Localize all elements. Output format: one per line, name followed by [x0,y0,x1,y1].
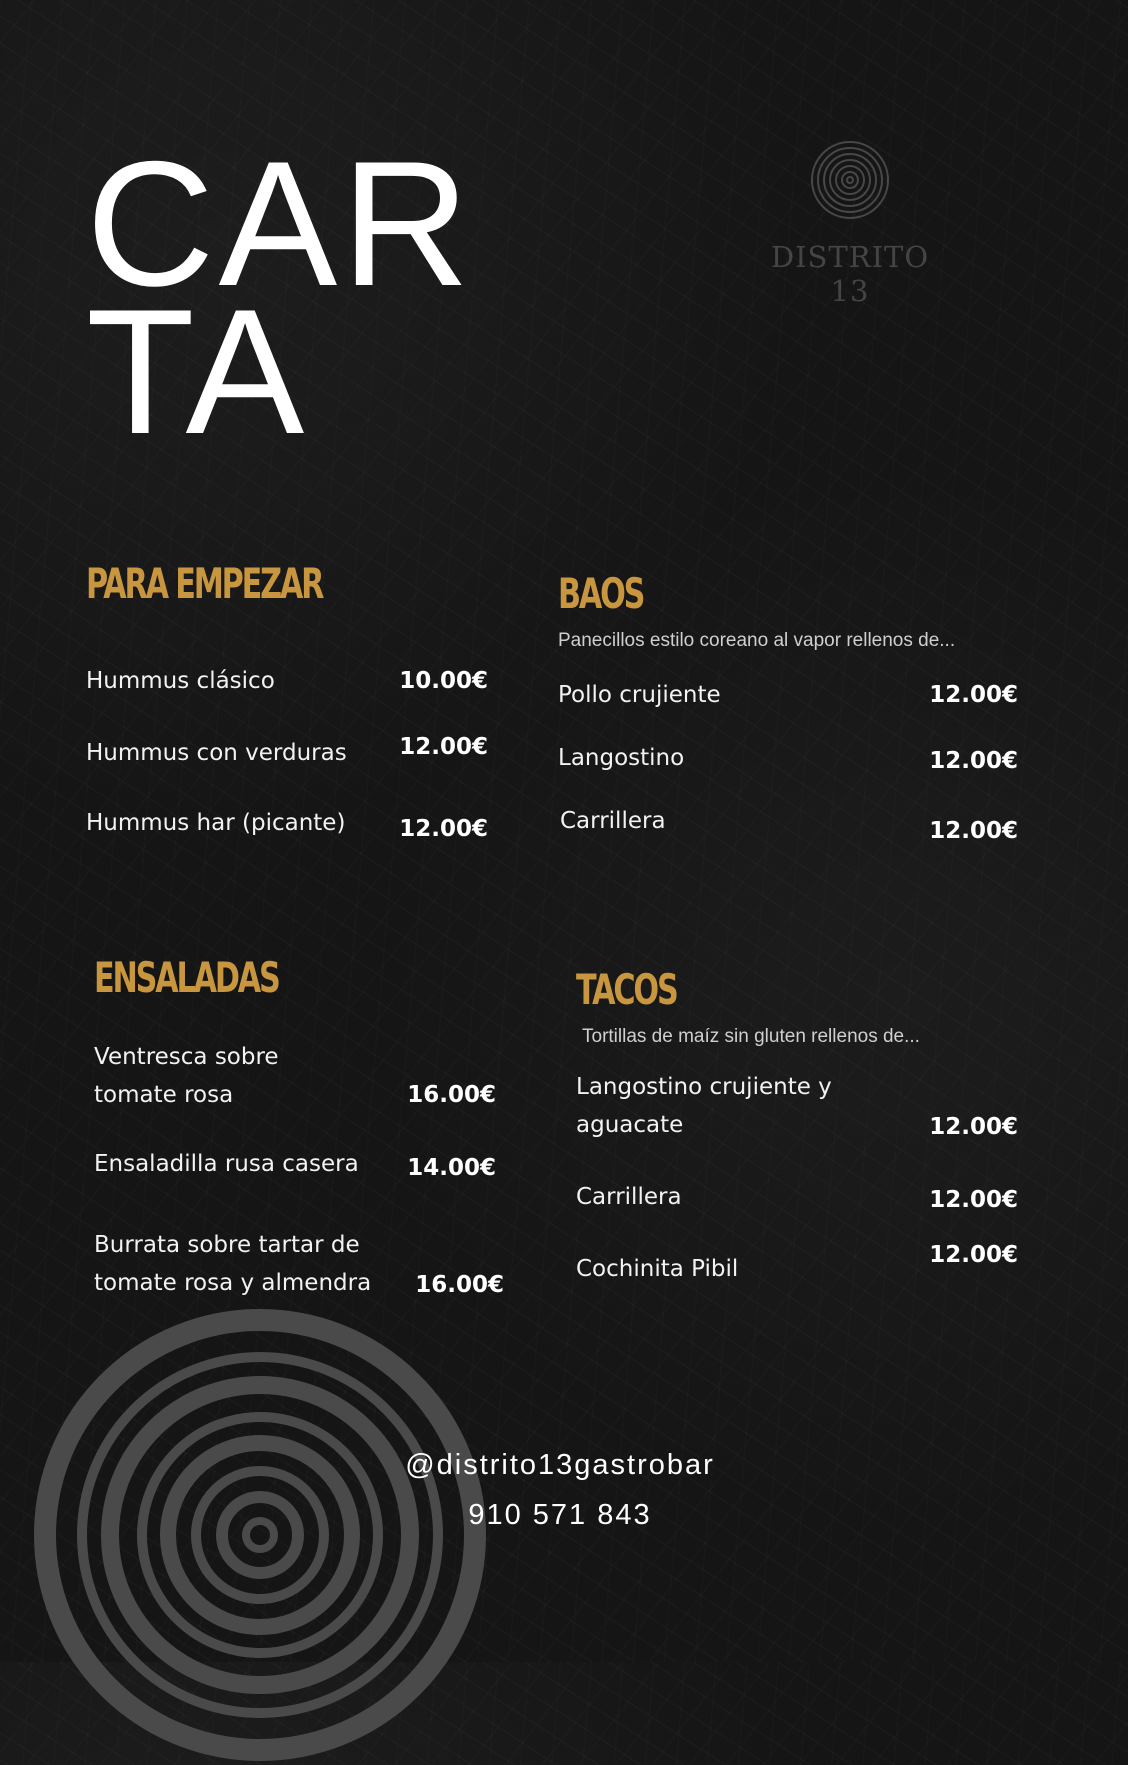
item-price: 10.00€ [399,668,488,694]
item-name-line-2: tomate rosa [94,1082,234,1108]
item-name: Hummus clásico [86,668,275,694]
item-name-line-1: Langostino crujiente y [576,1074,832,1100]
item-price: 16.00€ [407,1082,496,1108]
item-name: Langostino [558,745,685,771]
title-line-1: CAR [86,124,474,323]
item-name: Hummus con verduras [86,740,347,766]
item-price: 12.00€ [929,682,1018,708]
brand-logo-text: DISTRITO 13 [770,240,930,308]
item-name-line-1: Burrata sobre tartar de [94,1232,360,1258]
section-title: BAOS [558,569,644,618]
section-subtitle: Panecillos estilo coreano al vapor rellenos de... [558,630,956,651]
item-price: 12.00€ [929,1114,1018,1140]
page-title [86,124,474,471]
item-name: Cochinita Pibil [576,1256,739,1282]
item-name: Carrillera [560,808,666,834]
item-price: 12.00€ [929,818,1018,844]
section-tacos [576,962,1018,1302]
item-name: Carrillera [576,1184,682,1210]
section-title: TACOS [576,965,677,1014]
section-ensaladas [94,950,504,1310]
item-name: Pollo crujiente [558,682,721,708]
item-price: 12.00€ [929,1242,1018,1268]
section-title: PARA EMPEZAR [86,559,323,608]
item-name [94,1038,279,1114]
brand-logo [760,140,940,308]
item-price: 14.00€ [407,1155,496,1181]
section-title: ENSALADAS [94,953,279,1002]
item-name: Hummus har (picante) [86,810,346,836]
item-price: 12.00€ [399,734,488,760]
concentric-circles-icon [810,140,890,220]
item-name [94,1226,371,1302]
item-name-line-1: Ventresca sobre [94,1044,279,1070]
item-name-line-2: aguacate [576,1112,684,1138]
item-name [576,1068,832,1144]
title-line-2: TA [86,272,309,471]
contact-footer [360,1440,760,1540]
instagram-handle: @distrito13gastrobar [405,1449,715,1481]
item-price: 12.00€ [929,748,1018,774]
item-price: 12.00€ [929,1187,1018,1213]
section-subtitle: Tortillas de maíz sin gluten rellenos de... [582,1026,920,1047]
item-name-line-2: tomate rosa y almendra [94,1270,372,1296]
item-price: 12.00€ [399,816,488,842]
section-baos [558,566,1018,856]
item-price: 16.00€ [415,1272,504,1298]
item-name: Ensaladilla rusa casera [94,1151,359,1177]
phone-number: 910 571 843 [468,1499,652,1531]
section-para-empezar [86,556,488,856]
